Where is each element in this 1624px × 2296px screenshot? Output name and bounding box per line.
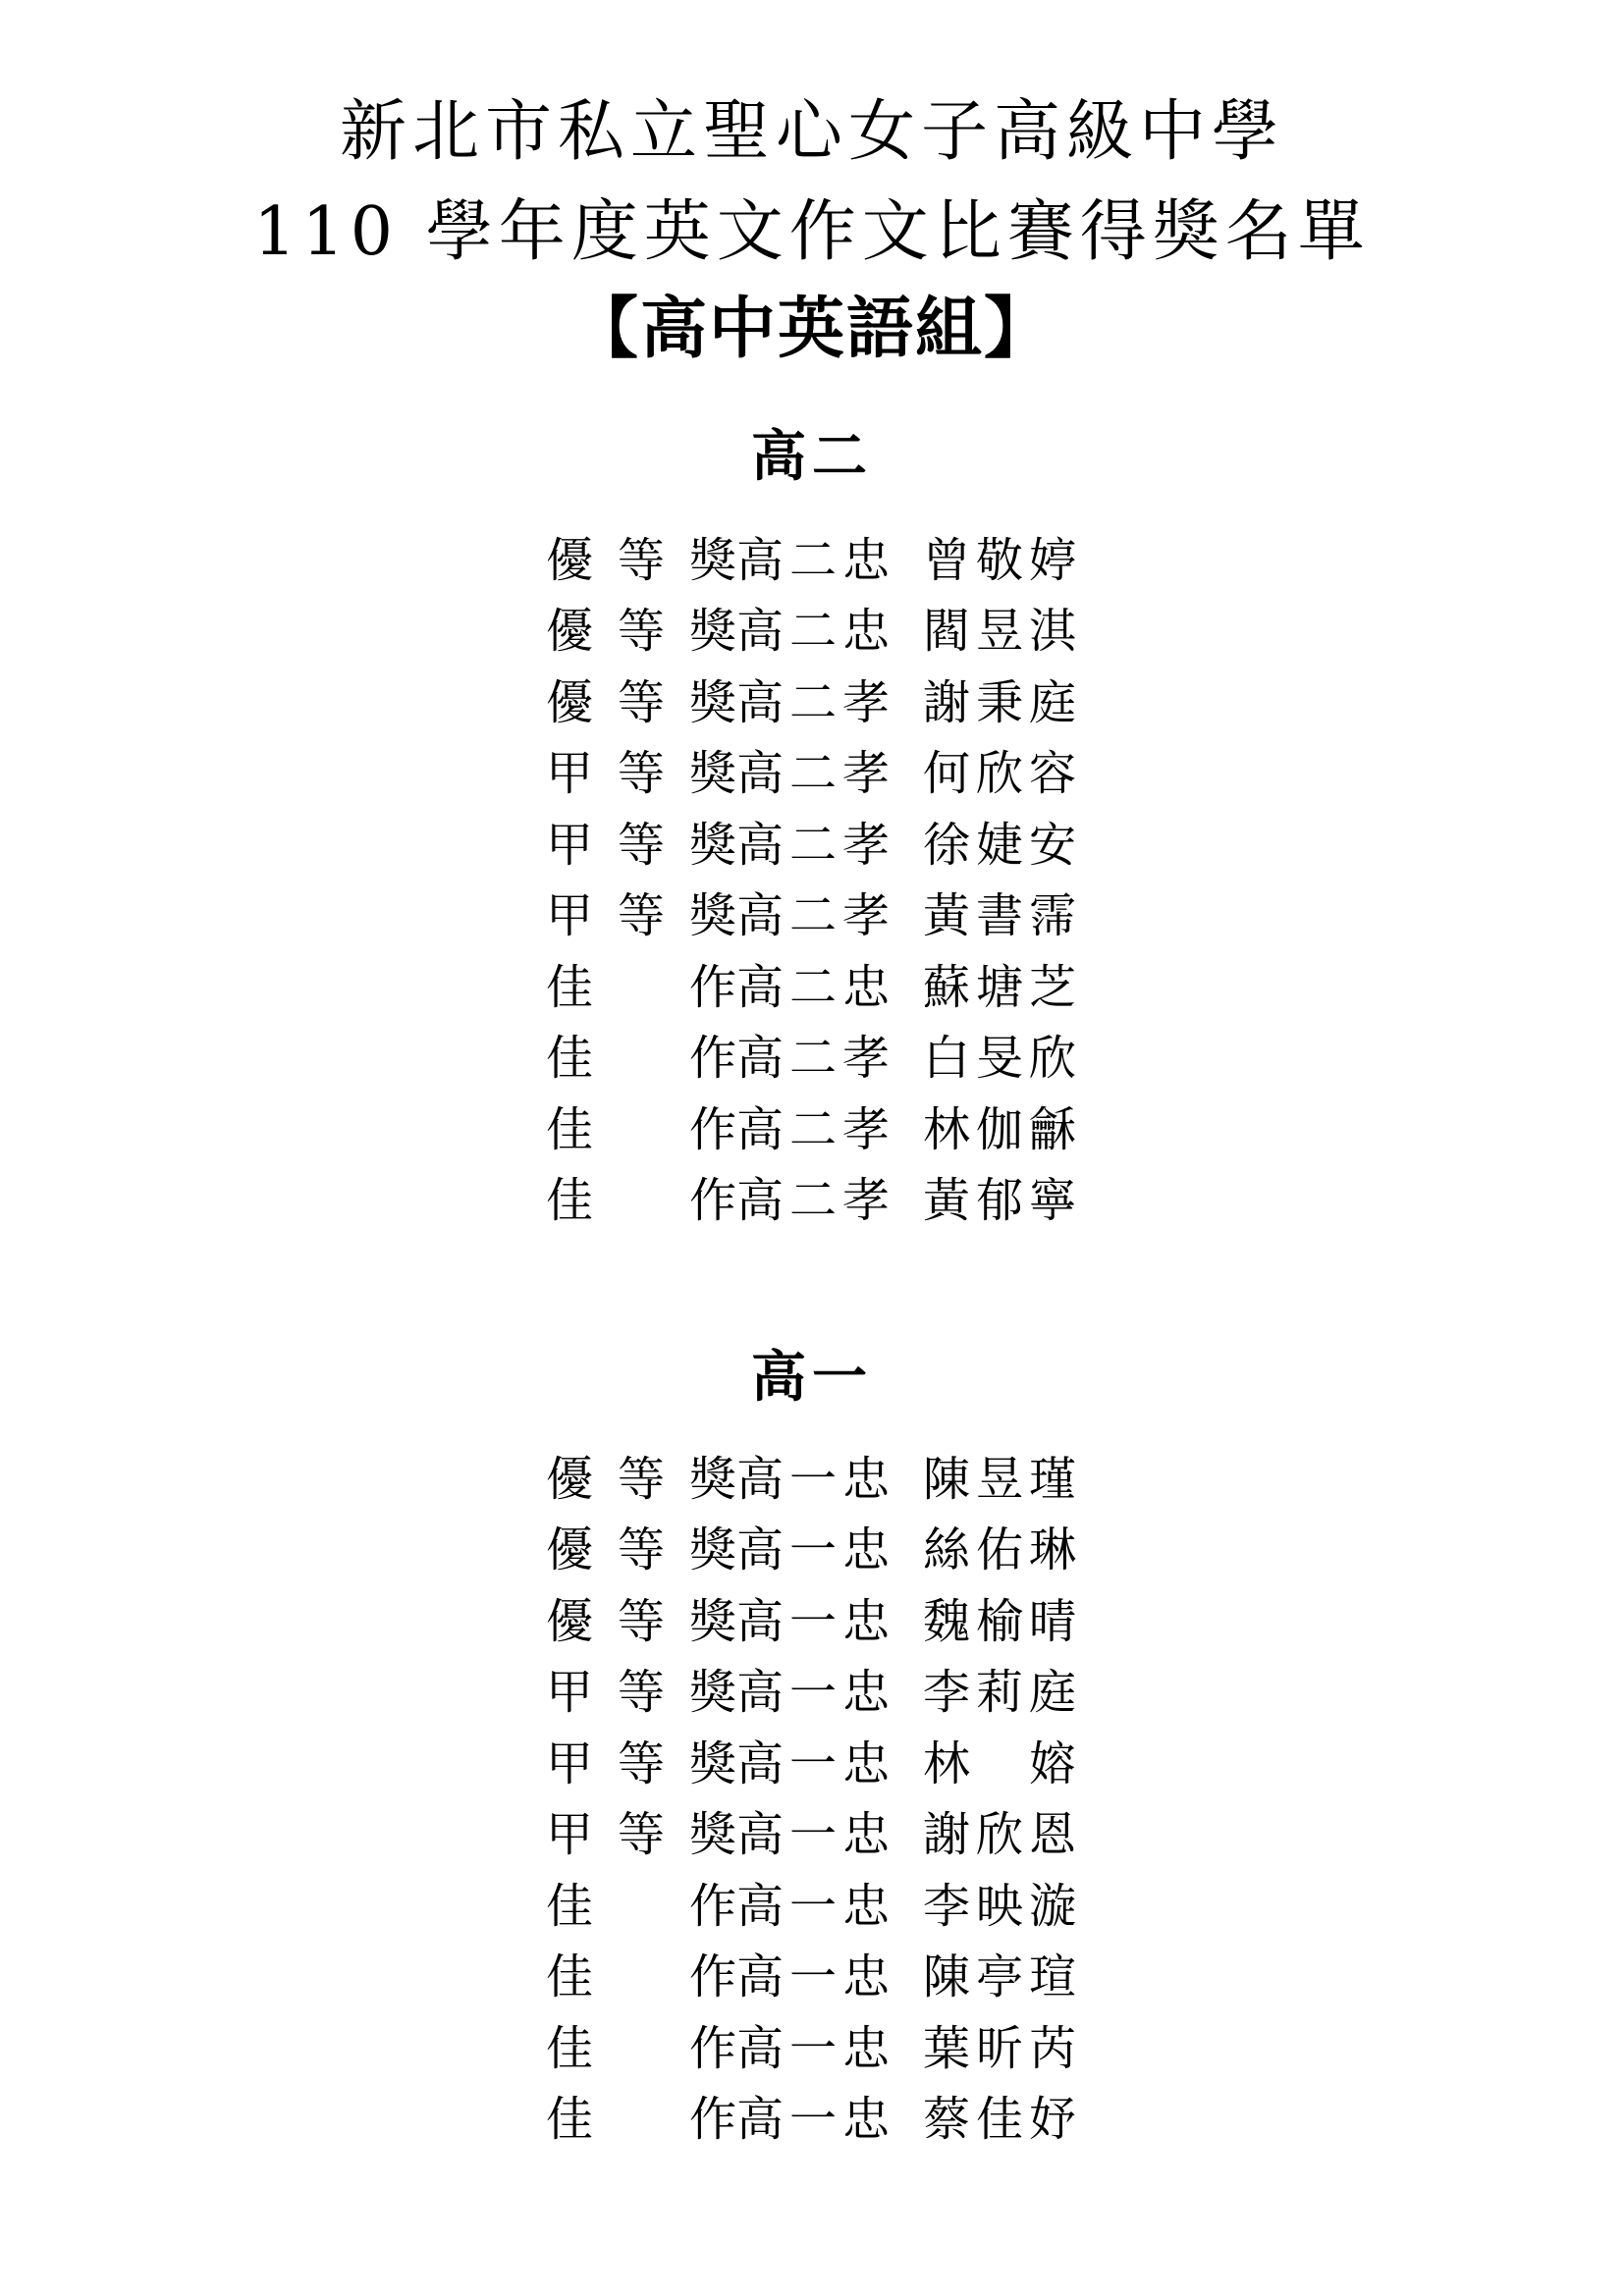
student-name: 白旻欣	[923, 1031, 1083, 1087]
section-heading-grade10: 高一	[751, 1345, 873, 1410]
award-row	[546, 520, 1174, 592]
award-row	[546, 1090, 1174, 1161]
student-name: 絲佑琳	[923, 1522, 1083, 1578]
award-row	[546, 1439, 1174, 1511]
class-name: 高二忠	[736, 959, 896, 1015]
student-name: 謝秉庭	[923, 674, 1083, 730]
award-row	[546, 947, 1174, 1019]
award-list-grade10	[546, 1439, 1174, 2151]
class-name: 高一忠	[736, 2020, 896, 2076]
student-name: 蘇塘芝	[923, 959, 1083, 1015]
class-name: 高二孝	[736, 817, 896, 873]
student-name: 林伽龢	[923, 1101, 1083, 1157]
award-row	[546, 592, 1174, 664]
class-name: 高一忠	[736, 1949, 896, 2005]
group-title: 【高中英語組】	[570, 290, 1053, 368]
student-name: 李莉庭	[923, 1665, 1083, 1721]
class-name: 高一忠	[736, 1593, 896, 1649]
student-name: 曾敬婷	[923, 532, 1083, 588]
award-level: 甲 等 獎	[546, 888, 736, 944]
award-row	[546, 2008, 1174, 2080]
award-level: 甲 等 獎	[546, 746, 736, 802]
award-level: 佳 作	[546, 1031, 736, 1087]
award-level: 甲 等 獎	[546, 1807, 736, 1863]
award-level: 優 等 獎	[546, 1522, 736, 1578]
student-name: 何欣容	[923, 746, 1083, 802]
award-row	[546, 1653, 1174, 1725]
class-name: 高二忠	[736, 604, 896, 660]
award-row	[546, 1938, 1174, 2009]
award-level: 甲 等 獎	[546, 1665, 736, 1721]
award-row	[546, 2080, 1174, 2152]
award-row	[546, 877, 1174, 948]
award-level: 甲 等 獎	[546, 1735, 736, 1791]
award-row	[546, 1161, 1174, 1233]
award-level: 優 等 獎	[546, 532, 736, 588]
school-name: 新北市私立聖心女子高級中學	[339, 93, 1284, 171]
award-level: 佳 作	[546, 1173, 736, 1229]
class-name: 高二孝	[736, 1173, 896, 1229]
student-name: 閻昱淇	[923, 604, 1083, 660]
award-row	[546, 1511, 1174, 1582]
student-name: 徐婕安	[923, 817, 1083, 873]
award-level: 優 等 獎	[546, 1451, 736, 1507]
class-name: 高一忠	[736, 1665, 896, 1721]
document-title: 110 學年度英文作文比賽得獎名單	[253, 193, 1371, 271]
award-level: 優 等 獎	[546, 604, 736, 660]
class-name: 高二孝	[736, 1031, 896, 1087]
award-level: 佳 作	[546, 1949, 736, 2005]
section-heading-grade11: 高二	[751, 424, 873, 489]
award-row	[546, 663, 1174, 734]
award-row	[546, 1724, 1174, 1795]
award-row	[546, 1795, 1174, 1867]
class-name: 高二孝	[736, 746, 896, 802]
class-name: 高二忠	[736, 532, 896, 588]
award-level: 佳 作	[546, 1878, 736, 1934]
award-level: 甲 等 獎	[546, 817, 736, 873]
award-level: 佳 作	[546, 2020, 736, 2076]
student-name: 黃郁寧	[923, 1173, 1083, 1229]
student-name: 李映漩	[923, 1878, 1083, 1934]
award-row	[546, 805, 1174, 877]
award-level: 佳 作	[546, 1101, 736, 1157]
class-name: 高一忠	[736, 1807, 896, 1863]
award-row	[546, 1019, 1174, 1091]
award-row	[546, 734, 1174, 806]
student-name: 謝欣恩	[923, 1807, 1083, 1863]
award-list-grade11	[546, 520, 1174, 1232]
student-name: 葉昕芮	[923, 2020, 1083, 2076]
award-row	[546, 1866, 1174, 1938]
award-level: 佳 作	[546, 2092, 736, 2148]
award-level: 優 等 獎	[546, 1593, 736, 1649]
award-row	[546, 1581, 1174, 1653]
student-name: 陳亭瑄	[923, 1949, 1083, 2005]
class-name: 高二孝	[736, 1101, 896, 1157]
class-name: 高二孝	[736, 674, 896, 730]
award-level: 佳 作	[546, 959, 736, 1015]
class-name: 高一忠	[736, 1522, 896, 1578]
student-name: 蔡佳妤	[923, 2092, 1083, 2148]
student-name: 陳昱瑾	[923, 1451, 1083, 1507]
class-name: 高一忠	[736, 1451, 896, 1507]
class-name: 高一忠	[736, 2092, 896, 2148]
award-level: 優 等 獎	[546, 674, 736, 730]
student-name: 黃書霈	[923, 888, 1083, 944]
student-name: 魏榆晴	[923, 1593, 1083, 1649]
student-name: 林 嫆	[923, 1735, 1083, 1791]
class-name: 高一忠	[736, 1878, 896, 1934]
class-name: 高一忠	[736, 1735, 896, 1791]
class-name: 高二孝	[736, 888, 896, 944]
